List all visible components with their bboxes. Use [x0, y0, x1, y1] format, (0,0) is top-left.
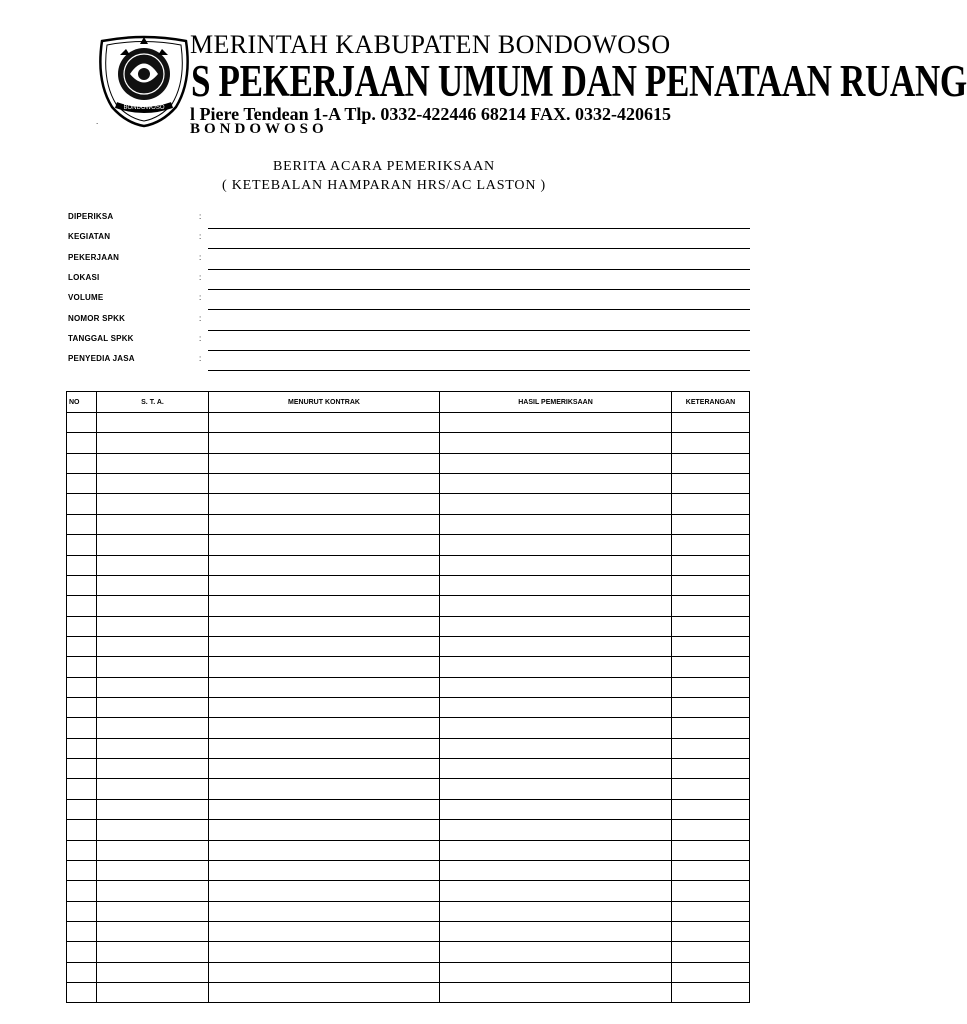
- table-cell[interactable]: [209, 575, 440, 595]
- field-colon: :: [199, 314, 202, 323]
- field-pekerjaan: [68, 250, 750, 270]
- table-cell[interactable]: [97, 474, 209, 494]
- table-cell[interactable]: [97, 453, 209, 473]
- inspection-table: [66, 391, 750, 1003]
- table-cell[interactable]: [440, 860, 672, 880]
- column-header-menurut-kontrak: MENURUT KONTRAK: [209, 392, 440, 413]
- table-cell[interactable]: [67, 962, 97, 982]
- column-header-hasil-pemeriksaan: HASIL PEMERIKSAAN: [440, 392, 672, 413]
- table-row: [67, 983, 750, 1003]
- field-colon: :: [199, 293, 202, 302]
- table-row: [67, 494, 750, 514]
- table-cell[interactable]: [67, 738, 97, 758]
- document-title-block: [0, 157, 768, 195]
- field-kegiatan: [68, 229, 750, 249]
- table-cell[interactable]: [97, 983, 209, 1003]
- table-cell[interactable]: [97, 840, 209, 860]
- table-cell[interactable]: [97, 494, 209, 514]
- table-cell[interactable]: [67, 555, 97, 575]
- table-cell[interactable]: [440, 616, 672, 636]
- table-cell[interactable]: [67, 596, 97, 616]
- table-row: [67, 514, 750, 534]
- table-cell[interactable]: [440, 596, 672, 616]
- table-cell[interactable]: [97, 799, 209, 819]
- field-colon: :: [199, 273, 202, 282]
- table-cell[interactable]: [209, 881, 440, 901]
- table-row: [67, 840, 750, 860]
- table-row: [67, 616, 750, 636]
- table-cell[interactable]: [672, 657, 750, 677]
- table-cell[interactable]: [209, 616, 440, 636]
- table-cell[interactable]: [209, 698, 440, 718]
- table-cell[interactable]: [97, 657, 209, 677]
- table-cell[interactable]: [672, 636, 750, 656]
- table-cell[interactable]: [440, 799, 672, 819]
- table-cell[interactable]: [672, 942, 750, 962]
- table-cell[interactable]: [209, 840, 440, 860]
- field-input-line[interactable]: [208, 370, 750, 371]
- table-cell[interactable]: [209, 860, 440, 880]
- table-cell[interactable]: [209, 413, 440, 433]
- table-cell[interactable]: [440, 738, 672, 758]
- table-row: [67, 881, 750, 901]
- field-diperiksa: [68, 209, 750, 229]
- letterhead-city: BONDOWOSO: [190, 121, 328, 137]
- table-cell[interactable]: [97, 535, 209, 555]
- table-cell[interactable]: [67, 494, 97, 514]
- table-row: [67, 921, 750, 941]
- field-label: PEKERJAAN: [68, 253, 120, 262]
- table-cell[interactable]: [97, 942, 209, 962]
- table-cell[interactable]: [440, 942, 672, 962]
- table-cell[interactable]: [97, 901, 209, 921]
- table-row: [67, 433, 750, 453]
- column-header-sta: S. T. A.: [97, 392, 209, 413]
- table-cell[interactable]: [97, 596, 209, 616]
- table-cell[interactable]: [97, 779, 209, 799]
- table-row: [67, 413, 750, 433]
- table-row: [67, 555, 750, 575]
- table-cell[interactable]: [672, 738, 750, 758]
- table-cell[interactable]: [67, 413, 97, 433]
- table-cell[interactable]: [209, 820, 440, 840]
- field-lokasi: [68, 270, 750, 290]
- table-cell[interactable]: [97, 677, 209, 697]
- table-cell[interactable]: [672, 474, 750, 494]
- table-cell[interactable]: [440, 779, 672, 799]
- table-cell[interactable]: [209, 555, 440, 575]
- field-volume: [68, 290, 750, 310]
- table-cell[interactable]: [97, 738, 209, 758]
- table-row: [67, 962, 750, 982]
- table-row: [67, 657, 750, 677]
- stray-dot: .: [96, 117, 99, 126]
- table-cell[interactable]: [67, 636, 97, 656]
- table-cell[interactable]: [97, 433, 209, 453]
- table-cell[interactable]: [672, 514, 750, 534]
- field-label: NOMOR SPKK: [68, 314, 126, 323]
- table-cell[interactable]: [672, 535, 750, 555]
- table-cell[interactable]: [440, 677, 672, 697]
- table-cell[interactable]: [672, 799, 750, 819]
- table-cell[interactable]: [209, 474, 440, 494]
- table-cell[interactable]: [440, 433, 672, 453]
- table-header-row: [67, 392, 750, 413]
- table-cell[interactable]: [97, 881, 209, 901]
- table-cell[interactable]: [97, 698, 209, 718]
- field-colon: :: [199, 334, 202, 343]
- field-tanggal-spkk: [68, 331, 750, 351]
- field-label: KEGIATAN: [68, 232, 111, 241]
- table-cell[interactable]: [440, 494, 672, 514]
- table-row: [67, 901, 750, 921]
- table-cell[interactable]: [672, 616, 750, 636]
- field-colon: :: [199, 253, 202, 262]
- table-row: [67, 596, 750, 616]
- table-cell[interactable]: [67, 616, 97, 636]
- letterhead: [0, 0, 967, 145]
- table-row: [67, 799, 750, 819]
- table-cell[interactable]: [440, 718, 672, 738]
- table-cell[interactable]: [672, 677, 750, 697]
- table-cell[interactable]: [440, 636, 672, 656]
- field-penyedia-jasa: [68, 351, 750, 371]
- table-row: [67, 535, 750, 555]
- table-row: [67, 820, 750, 840]
- table-cell[interactable]: [672, 698, 750, 718]
- table-cell[interactable]: [672, 860, 750, 880]
- table-cell[interactable]: [209, 779, 440, 799]
- table-cell[interactable]: [209, 657, 440, 677]
- table-cell[interactable]: [209, 433, 440, 453]
- table-cell[interactable]: [440, 983, 672, 1003]
- table-cell[interactable]: [672, 433, 750, 453]
- table-cell[interactable]: [440, 413, 672, 433]
- table-cell[interactable]: [67, 535, 97, 555]
- table-cell[interactable]: [209, 514, 440, 534]
- table-cell[interactable]: [67, 881, 97, 901]
- table-cell[interactable]: [209, 942, 440, 962]
- table-cell[interactable]: [97, 860, 209, 880]
- table-cell[interactable]: [209, 962, 440, 982]
- table-cell[interactable]: [97, 616, 209, 636]
- table-cell[interactable]: [67, 474, 97, 494]
- table-cell[interactable]: [209, 453, 440, 473]
- table-cell[interactable]: [97, 962, 209, 982]
- field-label: PENYEDIA JASA: [68, 354, 135, 363]
- table-row: [67, 718, 750, 738]
- table-cell[interactable]: [209, 535, 440, 555]
- table-row: [67, 738, 750, 758]
- table-cell[interactable]: [440, 453, 672, 473]
- table-cell[interactable]: [67, 860, 97, 880]
- table-cell[interactable]: [67, 453, 97, 473]
- field-colon: :: [199, 212, 202, 221]
- table-cell[interactable]: [67, 677, 97, 697]
- document-subtitle: ( KETEBALAN HAMPARAN HRS/AC LASTON ): [222, 178, 546, 193]
- column-header-no: NO: [67, 392, 97, 413]
- table-cell[interactable]: [97, 413, 209, 433]
- table-cell[interactable]: [67, 575, 97, 595]
- table-cell[interactable]: [209, 494, 440, 514]
- letterhead-department-name: S PEKERJAAN UMUM DAN PENATAAN RUANG: [191, 56, 967, 106]
- table-cell[interactable]: [97, 514, 209, 534]
- table-row: [67, 759, 750, 779]
- table-cell[interactable]: [440, 921, 672, 941]
- table-cell[interactable]: [440, 535, 672, 555]
- table-cell[interactable]: [97, 575, 209, 595]
- table-cell[interactable]: [672, 555, 750, 575]
- table-row: [67, 779, 750, 799]
- table-row: [67, 860, 750, 880]
- table-cell[interactable]: [440, 474, 672, 494]
- field-input-line[interactable]: [208, 309, 750, 310]
- table-cell[interactable]: [67, 820, 97, 840]
- table-cell[interactable]: [209, 596, 440, 616]
- table-cell[interactable]: [67, 921, 97, 941]
- table-row: [67, 575, 750, 595]
- table-cell[interactable]: [209, 901, 440, 921]
- table-cell[interactable]: [67, 514, 97, 534]
- table-row: [67, 474, 750, 494]
- table-cell[interactable]: [440, 820, 672, 840]
- table-cell[interactable]: [67, 759, 97, 779]
- table-cell[interactable]: [67, 698, 97, 718]
- table-cell[interactable]: [440, 962, 672, 982]
- table-cell[interactable]: [672, 881, 750, 901]
- table-cell[interactable]: [440, 759, 672, 779]
- table-cell[interactable]: [672, 453, 750, 473]
- table-cell[interactable]: [67, 901, 97, 921]
- table-cell[interactable]: [672, 779, 750, 799]
- regency-shield-emblem-icon: [96, 35, 192, 127]
- table-cell[interactable]: [440, 881, 672, 901]
- table-cell[interactable]: [672, 840, 750, 860]
- document-title: BERITA ACARA PEMERIKSAAN: [273, 159, 495, 174]
- table-cell[interactable]: [67, 718, 97, 738]
- table-cell[interactable]: [97, 759, 209, 779]
- table-cell[interactable]: [209, 636, 440, 656]
- table-cell[interactable]: [67, 840, 97, 860]
- letterhead-address: l Piere Tendean 1-A Tlp. 0332-422446 68214 FAX. 0332-420615: [190, 104, 672, 124]
- table-cell[interactable]: [672, 962, 750, 982]
- table-cell[interactable]: [672, 413, 750, 433]
- table-cell[interactable]: [67, 983, 97, 1003]
- table-row: [67, 453, 750, 473]
- field-colon: :: [199, 354, 202, 363]
- table-cell[interactable]: [440, 514, 672, 534]
- table-cell[interactable]: [97, 820, 209, 840]
- table-cell[interactable]: [97, 555, 209, 575]
- table-cell[interactable]: [440, 698, 672, 718]
- table-row: [67, 636, 750, 656]
- table-cell[interactable]: [440, 575, 672, 595]
- table-cell[interactable]: [672, 901, 750, 921]
- field-label: TANGGAL SPKK: [68, 334, 134, 343]
- table-cell[interactable]: [209, 983, 440, 1003]
- table-body: [67, 413, 750, 1003]
- table-cell[interactable]: [672, 575, 750, 595]
- table-cell[interactable]: [440, 555, 672, 575]
- table-cell[interactable]: [672, 494, 750, 514]
- field-input-line[interactable]: [208, 248, 750, 249]
- field-colon: :: [199, 232, 202, 241]
- field-nomor-spkk: [68, 311, 750, 331]
- field-label: VOLUME: [68, 293, 104, 302]
- table-cell[interactable]: [97, 636, 209, 656]
- table-cell[interactable]: [672, 718, 750, 738]
- table-cell[interactable]: [672, 596, 750, 616]
- table-cell[interactable]: [440, 840, 672, 860]
- table-cell[interactable]: [672, 983, 750, 1003]
- table-cell[interactable]: [97, 921, 209, 941]
- table-cell[interactable]: [67, 657, 97, 677]
- table-cell[interactable]: [67, 799, 97, 819]
- table-cell[interactable]: [672, 820, 750, 840]
- letterhead-government-name: MERINTAH KABUPATEN BONDOWOSO: [190, 30, 671, 59]
- table-cell[interactable]: [209, 921, 440, 941]
- table-cell[interactable]: [67, 779, 97, 799]
- table-cell[interactable]: [209, 759, 440, 779]
- table-cell[interactable]: [67, 433, 97, 453]
- column-header-keterangan: KETERANGAN: [672, 392, 750, 413]
- logo-banner-text: BONDOWOSO: [123, 105, 165, 111]
- table-cell[interactable]: [209, 799, 440, 819]
- field-label: DIPERIKSA: [68, 212, 114, 221]
- table-row: [67, 698, 750, 718]
- table-cell[interactable]: [209, 718, 440, 738]
- table-row: [67, 677, 750, 697]
- table-cell[interactable]: [672, 921, 750, 941]
- table-cell[interactable]: [672, 759, 750, 779]
- table-row: [67, 942, 750, 962]
- table-cell[interactable]: [209, 738, 440, 758]
- table-cell[interactable]: [67, 942, 97, 962]
- table-cell[interactable]: [97, 718, 209, 738]
- table-cell[interactable]: [209, 677, 440, 697]
- table-cell[interactable]: [440, 901, 672, 921]
- table-cell[interactable]: [440, 657, 672, 677]
- field-label: LOKASI: [68, 273, 100, 282]
